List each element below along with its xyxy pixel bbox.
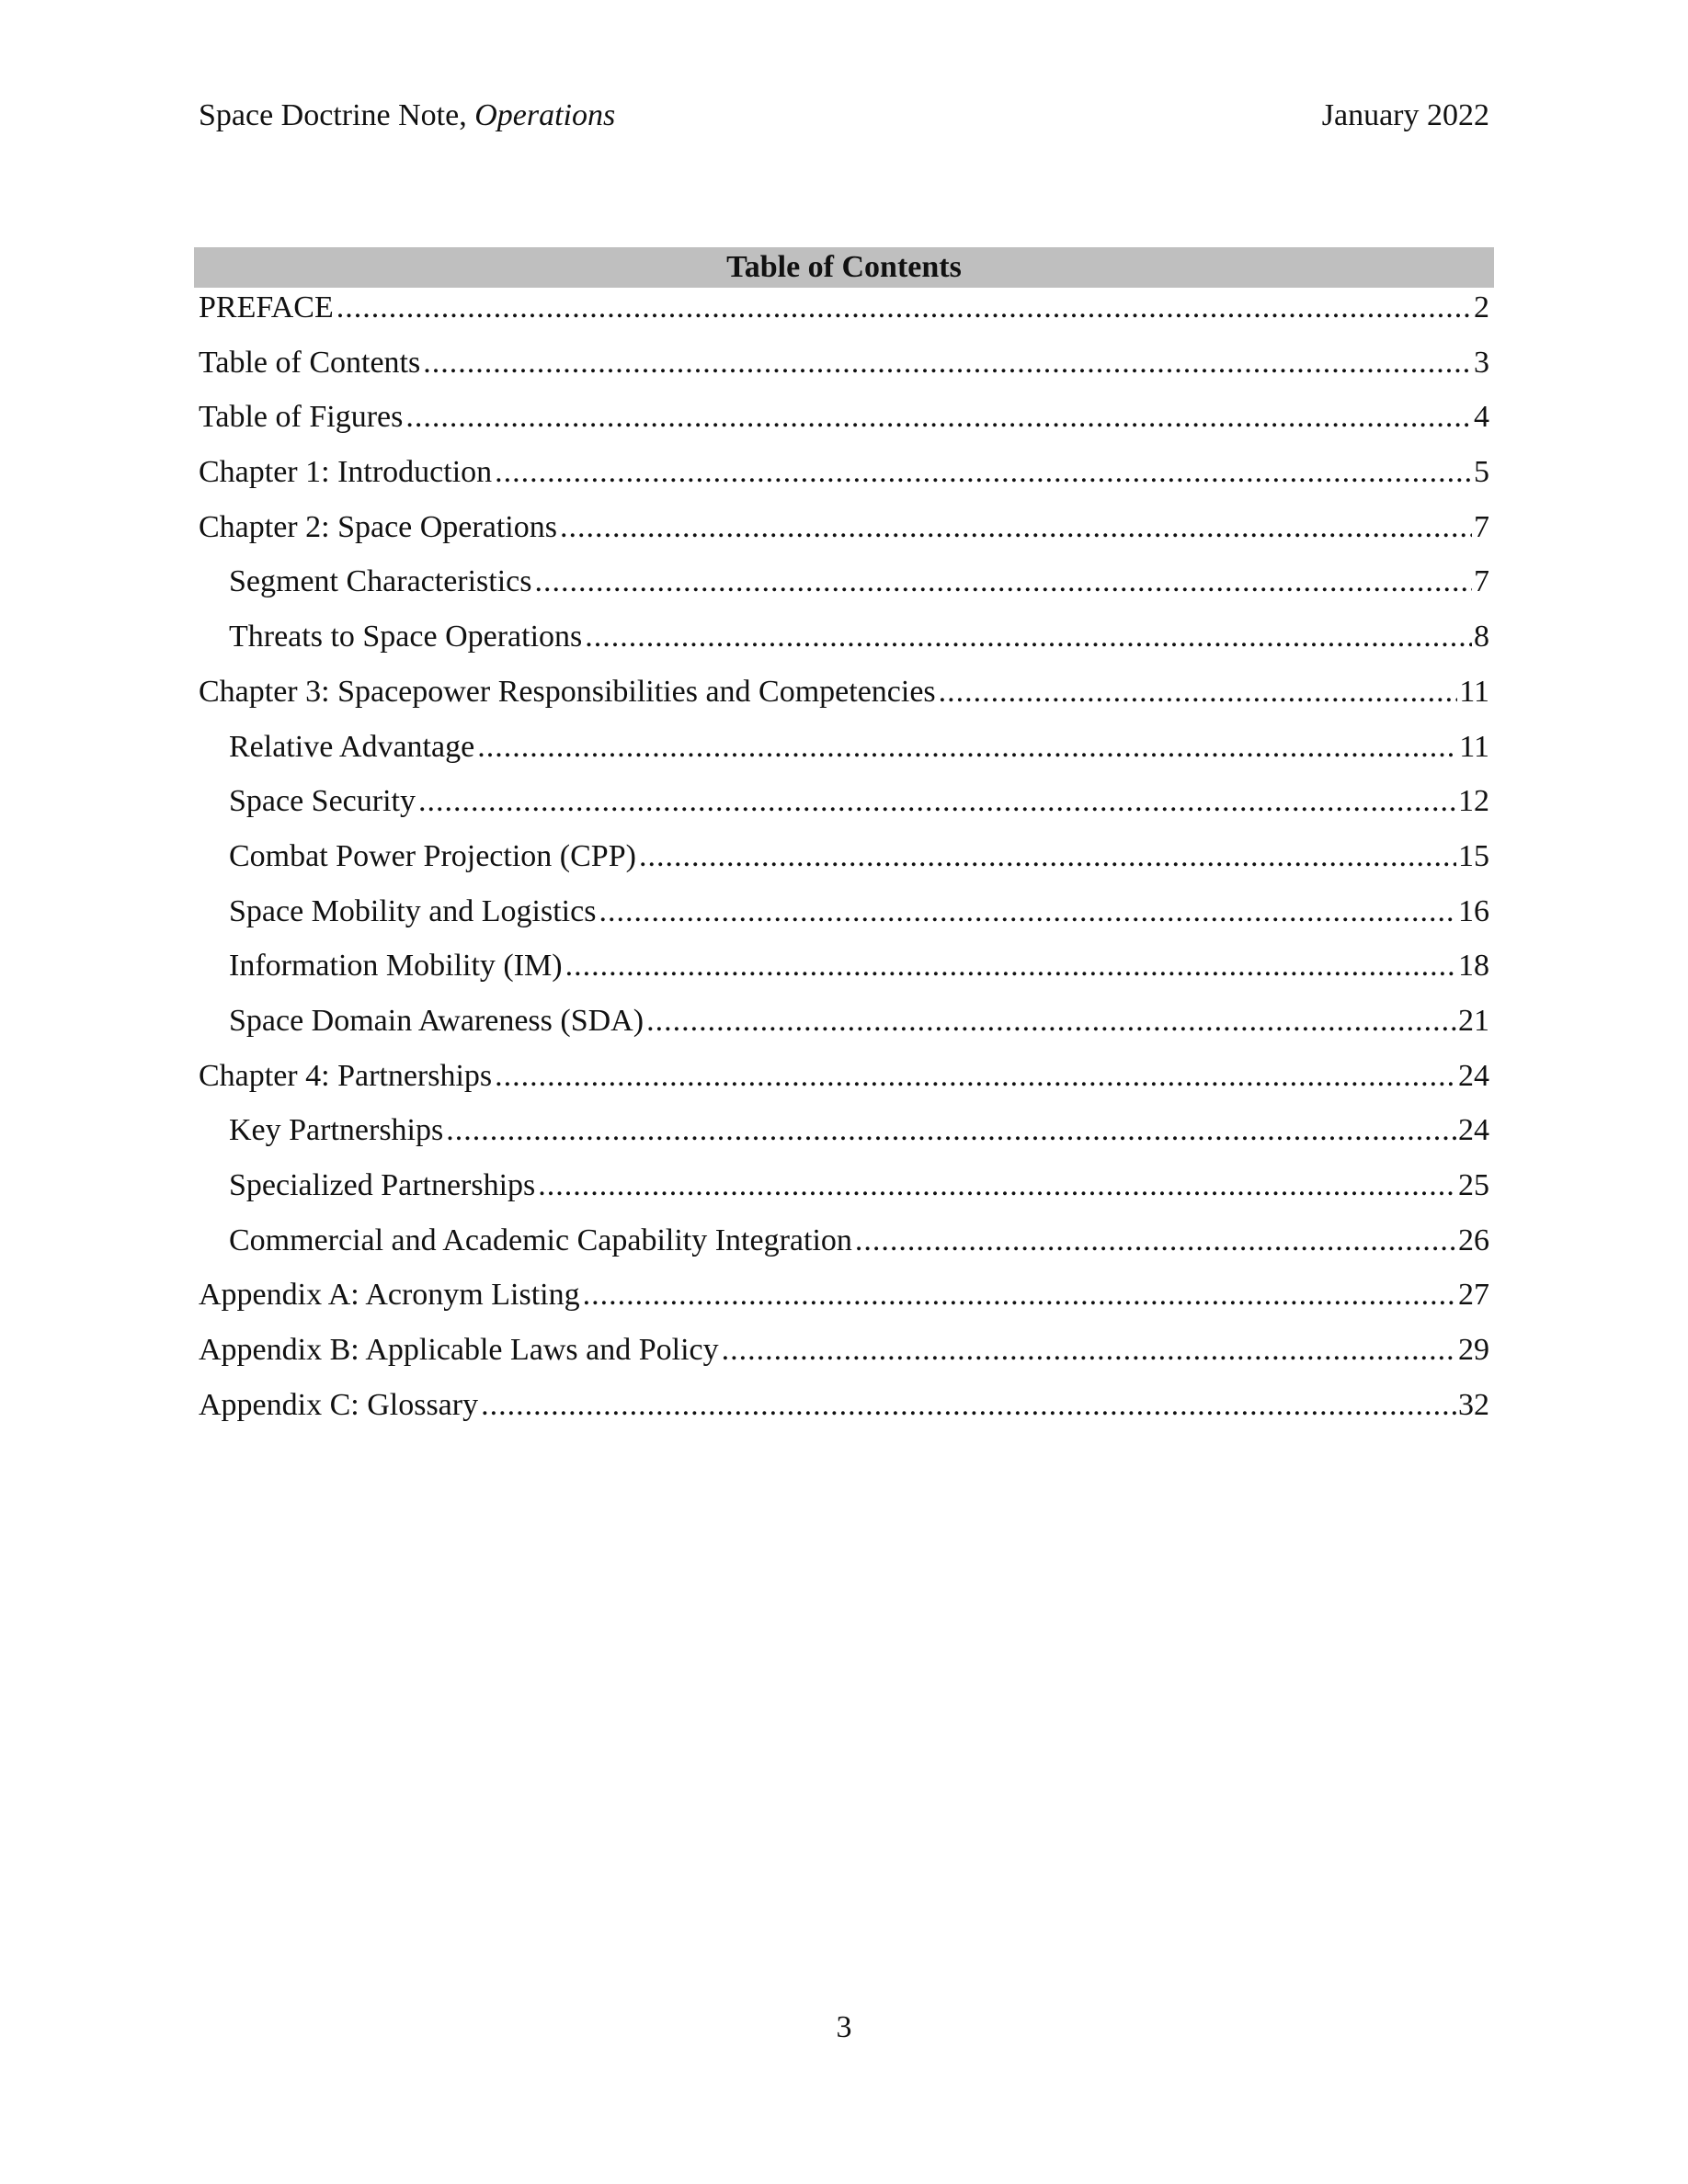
toc-entry-title[interactable]: Information Mobility (IM) <box>229 949 563 984</box>
dot-leader <box>446 1110 1456 1151</box>
dot-leader <box>535 562 1472 602</box>
dot-leader <box>722 1330 1456 1371</box>
toc-entry-page[interactable]: 11 <box>1459 674 1489 709</box>
toc-entry-title[interactable]: Chapter 3: Spacepower Responsibilities and Competencies <box>199 674 936 709</box>
toc-entry[interactable] <box>199 617 1489 672</box>
toc-entry-page[interactable]: 16 <box>1458 893 1489 928</box>
toc-entry[interactable] <box>199 1001 1489 1056</box>
toc-entry[interactable] <box>199 672 1489 727</box>
dot-leader <box>565 946 1456 986</box>
dot-leader <box>599 892 1456 932</box>
toc-entry-page[interactable]: 15 <box>1458 838 1489 873</box>
toc-entry[interactable] <box>199 1166 1489 1221</box>
toc-entry[interactable] <box>199 562 1489 617</box>
toc-entry-title[interactable]: Space Domain Awareness (SDA) <box>229 1003 644 1038</box>
toc-entry[interactable] <box>199 781 1489 836</box>
page-header <box>199 96 1489 136</box>
dot-leader <box>939 672 1458 712</box>
dot-leader <box>855 1221 1456 1261</box>
toc-entry[interactable] <box>199 727 1489 782</box>
toc-entry-title[interactable]: Relative Advantage <box>229 729 475 764</box>
toc-entry-page[interactable]: 18 <box>1458 949 1489 984</box>
toc-entry[interactable] <box>199 946 1489 1001</box>
toc-entry-title[interactable]: Table of Figures <box>199 400 404 435</box>
toc-entry-page[interactable]: 4 <box>1474 400 1489 435</box>
dot-leader <box>495 1056 1456 1097</box>
document-title-prefix: Space Doctrine Note, <box>199 98 475 132</box>
toc-entry-page[interactable]: 7 <box>1474 509 1489 544</box>
document-date: January 2022 <box>1321 98 1489 132</box>
toc-entry[interactable] <box>199 452 1489 507</box>
toc-entry-title[interactable]: Appendix C: Glossary <box>199 1387 479 1422</box>
toc-entry-page[interactable]: 27 <box>1458 1278 1489 1313</box>
toc-entry-page[interactable]: 24 <box>1458 1058 1489 1093</box>
toc-entry-title[interactable]: Appendix A: Acronym Listing <box>199 1278 580 1313</box>
toc-entry-page[interactable]: 2 <box>1474 290 1489 324</box>
toc-entry-title[interactable]: PREFACE <box>199 290 334 324</box>
toc-entry-page[interactable]: 12 <box>1458 784 1489 819</box>
dot-leader <box>477 727 1457 768</box>
toc-entry-page[interactable]: 5 <box>1474 455 1489 490</box>
dot-leader <box>583 1275 1456 1315</box>
document-title <box>199 96 615 136</box>
toc-entry[interactable] <box>199 343 1489 398</box>
toc-entry[interactable] <box>199 1221 1489 1276</box>
toc-entry[interactable] <box>199 836 1489 892</box>
toc-entry-page[interactable]: 7 <box>1474 564 1489 599</box>
dot-leader <box>336 288 1472 328</box>
toc-entry-title[interactable]: Space Security <box>229 784 416 819</box>
toc-entry[interactable] <box>199 1275 1489 1330</box>
page-number: 3 <box>836 2010 852 2044</box>
dot-leader <box>423 343 1472 383</box>
toc-entry-title[interactable]: Commercial and Academic Capability Integration <box>229 1223 852 1257</box>
dot-leader <box>405 397 1472 438</box>
dot-leader <box>639 836 1456 877</box>
toc-entry-title[interactable]: Chapter 1: Introduction <box>199 455 493 490</box>
toc-entry-title[interactable]: Chapter 2: Space Operations <box>199 509 557 544</box>
toc-entry[interactable] <box>199 288 1489 343</box>
toc-entry[interactable] <box>199 507 1489 563</box>
toc-entry[interactable] <box>199 1385 1489 1440</box>
toc-entry-title[interactable]: Segment Characteristics <box>229 564 532 599</box>
toc-entry-title[interactable]: Key Partnerships <box>229 1113 444 1148</box>
toc-entry[interactable] <box>199 1110 1489 1166</box>
dot-leader <box>560 507 1472 548</box>
toc-entry[interactable] <box>199 1056 1489 1111</box>
dot-leader <box>538 1166 1456 1206</box>
dot-leader <box>418 781 1456 822</box>
toc-entry-title[interactable]: Space Mobility and Logistics <box>229 893 597 928</box>
toc-heading: Table of Contents <box>194 247 1494 288</box>
dot-leader <box>646 1001 1456 1041</box>
toc-entry-page[interactable]: 32 <box>1458 1387 1489 1422</box>
toc-entry-title[interactable]: Chapter 4: Partnerships <box>199 1058 493 1093</box>
toc-entry-page[interactable]: 21 <box>1458 1003 1489 1038</box>
toc-entry-page[interactable]: 25 <box>1458 1168 1489 1202</box>
toc-entry-page[interactable]: 8 <box>1474 620 1489 654</box>
dot-leader <box>495 452 1472 493</box>
toc-entry-page[interactable]: 26 <box>1458 1223 1489 1257</box>
dot-leader <box>585 617 1472 657</box>
toc-entry-page[interactable]: 24 <box>1458 1113 1489 1148</box>
toc-entry[interactable] <box>199 892 1489 947</box>
toc-entry-title[interactable]: Combat Power Projection (CPP) <box>229 838 636 873</box>
toc-entry-page[interactable]: 3 <box>1474 345 1489 380</box>
toc-entry-title[interactable]: Table of Contents <box>199 345 421 380</box>
toc-entry-page[interactable]: 11 <box>1459 729 1489 764</box>
toc-entry-page[interactable]: 29 <box>1458 1333 1489 1368</box>
document-title-italic: Operations <box>474 98 616 132</box>
toc-entry[interactable] <box>199 1330 1489 1385</box>
toc-list <box>199 288 1489 1439</box>
toc-entry[interactable] <box>199 397 1489 452</box>
toc-entry-title[interactable]: Specialized Partnerships <box>229 1168 536 1202</box>
dot-leader <box>481 1385 1456 1426</box>
toc-entry-title[interactable]: Appendix B: Applicable Laws and Policy <box>199 1333 719 1368</box>
toc-entry-title[interactable]: Threats to Space Operations <box>229 620 583 654</box>
